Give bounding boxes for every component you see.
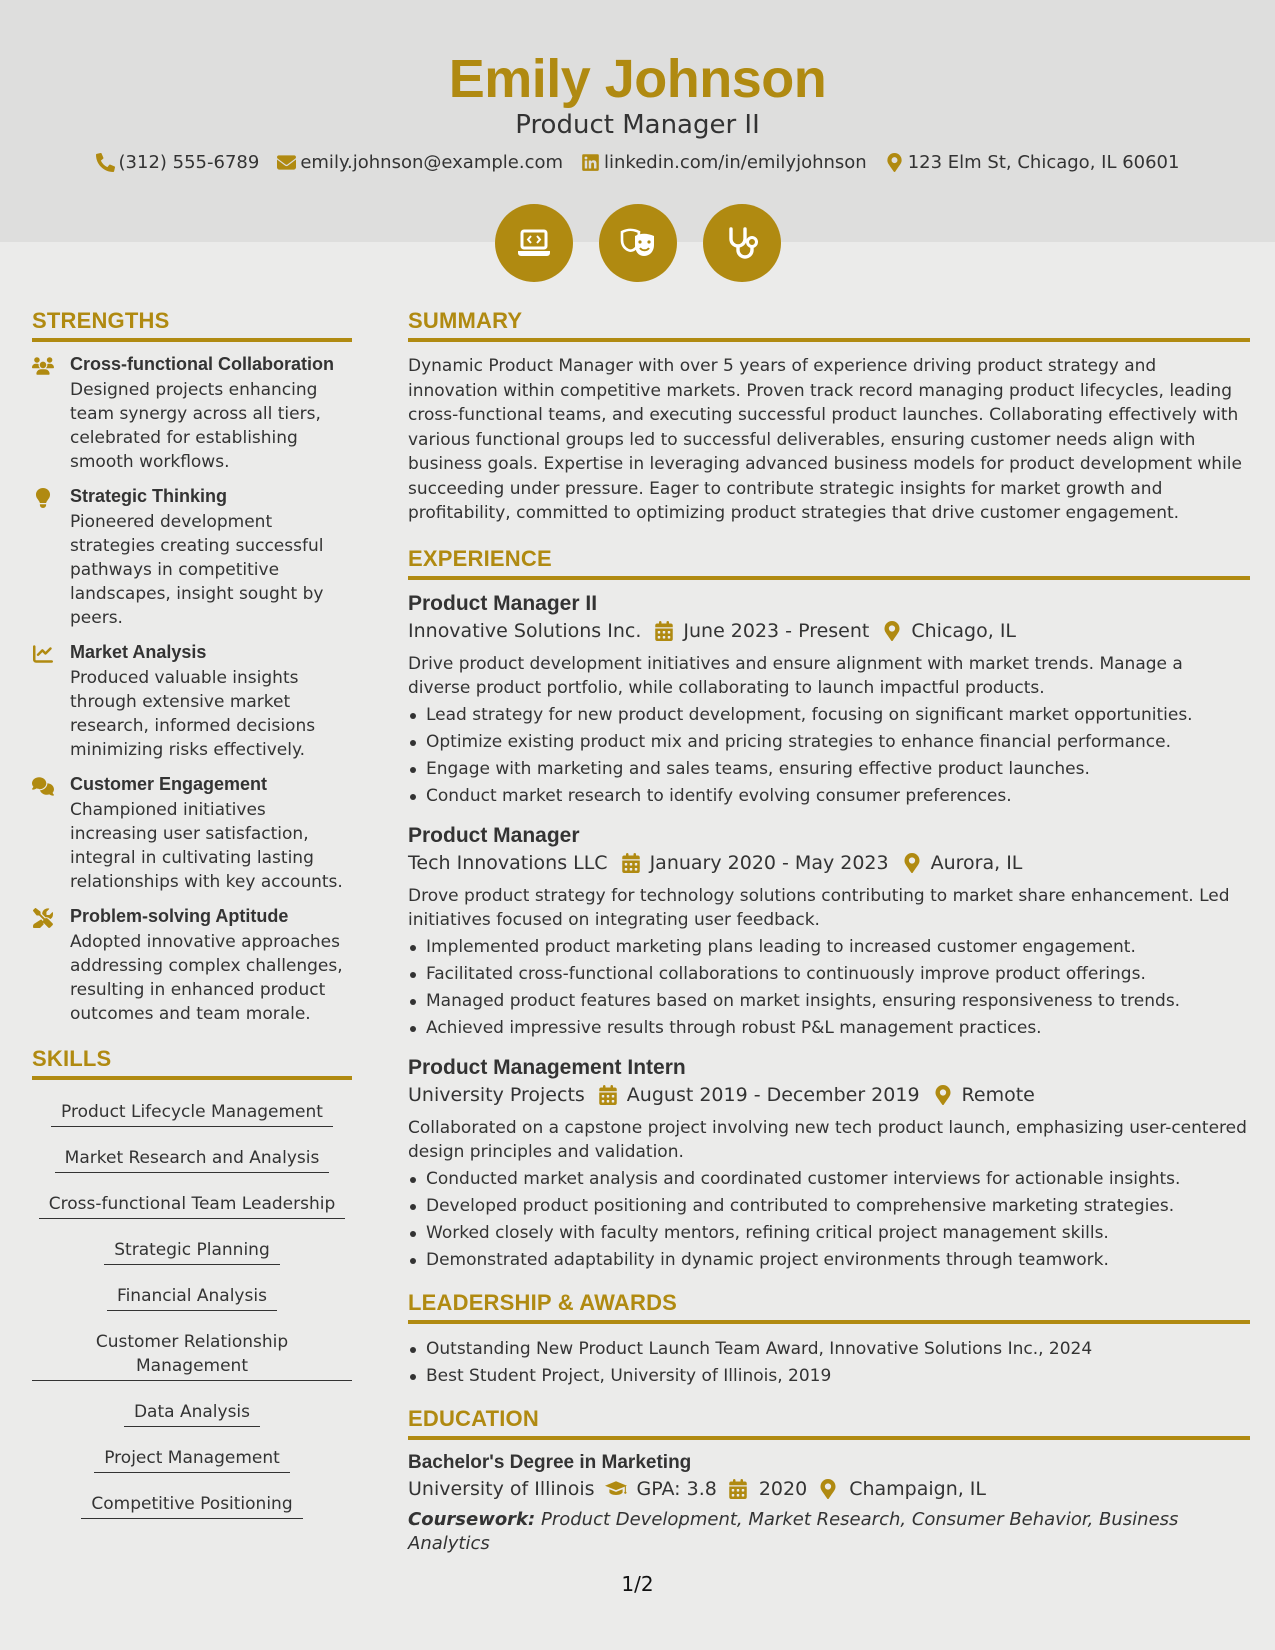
comments-icon bbox=[32, 774, 58, 894]
education-school: University of Illinois bbox=[408, 1477, 595, 1500]
coursework-label: Coursework: bbox=[408, 1508, 536, 1530]
stethoscope-icon bbox=[703, 204, 781, 282]
strength-name: Strategic Thinking bbox=[70, 486, 228, 506]
job-meta bbox=[408, 1084, 1250, 1106]
strength-item bbox=[32, 906, 352, 1026]
job-dates: January 2020 - May 2023 bbox=[649, 851, 889, 874]
job-bullet: Conduct market research to identify evolving consumer preferences. bbox=[408, 783, 1250, 810]
skill-item: Market Research and Analysis bbox=[55, 1146, 330, 1173]
map-pin-icon bbox=[934, 1085, 952, 1105]
awards-list bbox=[408, 1336, 1250, 1390]
job-meta bbox=[408, 620, 1250, 642]
skill-row bbox=[32, 1322, 352, 1392]
strength-item bbox=[32, 642, 352, 762]
skill-row bbox=[32, 1276, 352, 1322]
job-dates: June 2023 - Present bbox=[683, 619, 870, 642]
job-title: Product Manager bbox=[408, 823, 580, 847]
address-text: 123 Elm St, Chicago, IL 60601 bbox=[907, 152, 1180, 173]
email-text: emily.johnson@example.com bbox=[300, 152, 564, 173]
interest-badges bbox=[0, 204, 1275, 282]
envelope-icon bbox=[277, 153, 296, 172]
skill-row bbox=[32, 1484, 352, 1530]
job-bullets bbox=[408, 1166, 1250, 1274]
jobs-list bbox=[408, 592, 1250, 1274]
skill-row bbox=[32, 1392, 352, 1438]
job-bullet: Facilitated cross-functional collaborations to continuously improve product offerings. bbox=[408, 961, 1250, 988]
strength-desc: Pioneered development strategies creating successful pathways in competitive landscapes, insight sought by peers. bbox=[70, 512, 324, 628]
strength-name: Problem-solving Aptitude bbox=[70, 906, 289, 926]
job-company: Innovative Solutions Inc. bbox=[408, 619, 642, 642]
summary-text: Dynamic Product Manager with over 5 years of experience driving product strategy and innovation within competitive markets. Proven track record managing product lifecycles, leading cross-functional teams, and executing successful product launches. Collaborating effectively with various functional groups led to successful deliverables, ensuring customer needs align with business goals. Expertise in leveraging advanced business models for product development while succeeding under pressure. Eager to contribute strategic insights for market growth and profitability, committed to optimizing product strategies that drive customer engagement. bbox=[408, 356, 1242, 523]
job-location: Remote bbox=[961, 1083, 1035, 1106]
laptop-code-icon bbox=[495, 204, 573, 282]
strength-item bbox=[32, 486, 352, 630]
job-bullet: Engage with marketing and sales teams, ensuring effective product launches. bbox=[408, 756, 1250, 783]
strength-desc: Championed initiatives increasing user satisfaction, integral in cultivating lasting relationships with key accounts. bbox=[70, 800, 343, 892]
map-pin-icon bbox=[817, 1479, 839, 1499]
calendar-icon bbox=[599, 1085, 617, 1105]
skill-item: Data Analysis bbox=[124, 1400, 260, 1427]
strengths-heading: STRENGTHS bbox=[32, 308, 352, 342]
education-degree: Bachelor's Degree in Marketing bbox=[408, 1451, 692, 1473]
strength-name: Market Analysis bbox=[70, 642, 207, 662]
phone-text: (312) 555-6789 bbox=[118, 152, 260, 173]
skill-item: Customer Relationship Management bbox=[32, 1330, 352, 1381]
skill-item: Strategic Planning bbox=[104, 1238, 279, 1265]
summary-heading: SUMMARY bbox=[408, 308, 1250, 342]
map-pin-icon bbox=[883, 621, 901, 641]
calendar-icon bbox=[655, 621, 673, 641]
map-pin-icon bbox=[903, 853, 921, 873]
job-bullet: Achieved impressive results through robust P&L management practices. bbox=[408, 1015, 1250, 1042]
contact-phone[interactable] bbox=[96, 152, 260, 173]
skills-list bbox=[32, 1092, 352, 1530]
strength-desc: Produced valuable insights through extensive market research, informed decisions minimizing risks effectively. bbox=[70, 668, 316, 760]
linkedin-text: linkedin.com/in/emilyjohnson bbox=[604, 152, 867, 173]
skill-row bbox=[32, 1092, 352, 1138]
strength-name: Cross-functional Collaboration bbox=[70, 354, 335, 374]
lightbulb-icon bbox=[32, 486, 58, 630]
coursework bbox=[408, 1508, 1250, 1556]
award-item: Outstanding New Product Launch Team Award, Innovative Solutions Inc., 2024 bbox=[408, 1336, 1250, 1363]
strength-desc: Designed projects enhancing team synergy across all tiers, celebrated for establishing smooth workflows. bbox=[70, 380, 321, 472]
phone-icon bbox=[96, 153, 115, 172]
coursework-text: Product Development, Market Research, Consumer Behavior, Business Analytics bbox=[408, 1508, 1179, 1554]
skill-item: Project Management bbox=[94, 1446, 290, 1473]
right-column bbox=[408, 308, 1250, 1556]
job-company: University Projects bbox=[408, 1083, 585, 1106]
education-meta bbox=[408, 1478, 1250, 1500]
education-location: Champaign, IL bbox=[849, 1477, 987, 1500]
skill-item: Competitive Positioning bbox=[81, 1492, 302, 1519]
job-desc: Drive product development initiatives and ensure alignment with market trends. Manage a diverse product portfolio, while collaborating to launch impactful products. bbox=[408, 653, 1183, 698]
skill-row bbox=[32, 1230, 352, 1276]
education-gpa: GPA: 3.8 bbox=[636, 1477, 717, 1500]
linkedin-icon bbox=[581, 153, 600, 172]
strength-desc: Adopted innovative approaches addressing complex challenges, resulting in enhanced product outcomes and team morale. bbox=[70, 932, 343, 1024]
job-bullet: Developed product positioning and contributed to comprehensive marketing strategies. bbox=[408, 1193, 1250, 1220]
education-heading: EDUCATION bbox=[408, 1406, 1250, 1440]
job-bullet: Demonstrated adaptability in dynamic project environments through teamwork. bbox=[408, 1247, 1250, 1274]
job-meta bbox=[408, 852, 1250, 874]
graduation-cap-icon bbox=[605, 1479, 627, 1499]
job-bullets bbox=[408, 934, 1250, 1042]
contact-bar bbox=[0, 152, 1275, 173]
job-location: Aurora, IL bbox=[930, 851, 1023, 874]
contact-email[interactable] bbox=[277, 152, 563, 173]
candidate-name: Emily Johnson bbox=[448, 49, 827, 109]
skills-heading: SKILLS bbox=[32, 1046, 352, 1080]
candidate-title: Product Manager II bbox=[515, 110, 760, 140]
job-desc: Drove product strategy for technology solutions contributing to market share enhancement. Led initiatives focused on integrating user feedback. bbox=[408, 885, 1230, 930]
calendar-icon bbox=[727, 1479, 749, 1499]
experience-heading: EXPERIENCE bbox=[408, 546, 1250, 580]
job-title: Product Manager II bbox=[408, 591, 598, 615]
skill-row bbox=[32, 1138, 352, 1184]
job-entry bbox=[408, 824, 1250, 1042]
job-bullet: Worked closely with faculty mentors, refining critical project management skills. bbox=[408, 1220, 1250, 1247]
skill-item: Financial Analysis bbox=[107, 1284, 277, 1311]
left-column bbox=[32, 308, 352, 1530]
skill-item: Product Lifecycle Management bbox=[51, 1100, 333, 1127]
job-entry bbox=[408, 1056, 1250, 1274]
job-bullets bbox=[408, 702, 1250, 810]
users-icon bbox=[32, 354, 58, 474]
skill-row bbox=[32, 1184, 352, 1230]
job-company: Tech Innovations LLC bbox=[408, 851, 608, 874]
job-entry bbox=[408, 592, 1250, 810]
education-year: 2020 bbox=[758, 1477, 808, 1500]
job-bullet: Implemented product marketing plans leading to increased customer engagement. bbox=[408, 934, 1250, 961]
job-dates: August 2019 - December 2019 bbox=[626, 1083, 920, 1106]
job-location: Chicago, IL bbox=[911, 619, 1017, 642]
page-number: 1/2 bbox=[621, 1572, 654, 1596]
awards-heading: LEADERSHIP & AWARDS bbox=[408, 1290, 1250, 1324]
strengths-list bbox=[32, 354, 352, 1026]
skill-item: Cross-functional Team Leadership bbox=[39, 1192, 346, 1219]
job-desc: Collaborated on a capstone project involving new tech product launch, emphasizing user-centered design principles and validation. bbox=[408, 1117, 1247, 1162]
job-bullet: Managed product features based on market insights, ensuring responsiveness to trends. bbox=[408, 988, 1250, 1015]
contact-address bbox=[885, 152, 1180, 173]
theater-masks-icon bbox=[599, 204, 677, 282]
strength-item bbox=[32, 774, 352, 894]
strength-item bbox=[32, 354, 352, 474]
award-item: Best Student Project, University of Illinois, 2019 bbox=[408, 1363, 1250, 1390]
chart-line-icon bbox=[32, 642, 58, 762]
job-title: Product Management Intern bbox=[408, 1055, 686, 1079]
job-bullet: Optimize existing product mix and pricing strategies to enhance financial performance. bbox=[408, 729, 1250, 756]
calendar-icon bbox=[622, 853, 640, 873]
map-pin-icon bbox=[885, 153, 904, 172]
contact-linkedin[interactable] bbox=[581, 152, 867, 173]
tools-icon bbox=[32, 906, 58, 1026]
skill-row bbox=[32, 1438, 352, 1484]
job-bullet: Lead strategy for new product development, focusing on significant market opportunities. bbox=[408, 702, 1250, 729]
strength-name: Customer Engagement bbox=[70, 774, 268, 794]
job-bullet: Conducted market analysis and coordinated customer interviews for actionable insights. bbox=[408, 1166, 1250, 1193]
